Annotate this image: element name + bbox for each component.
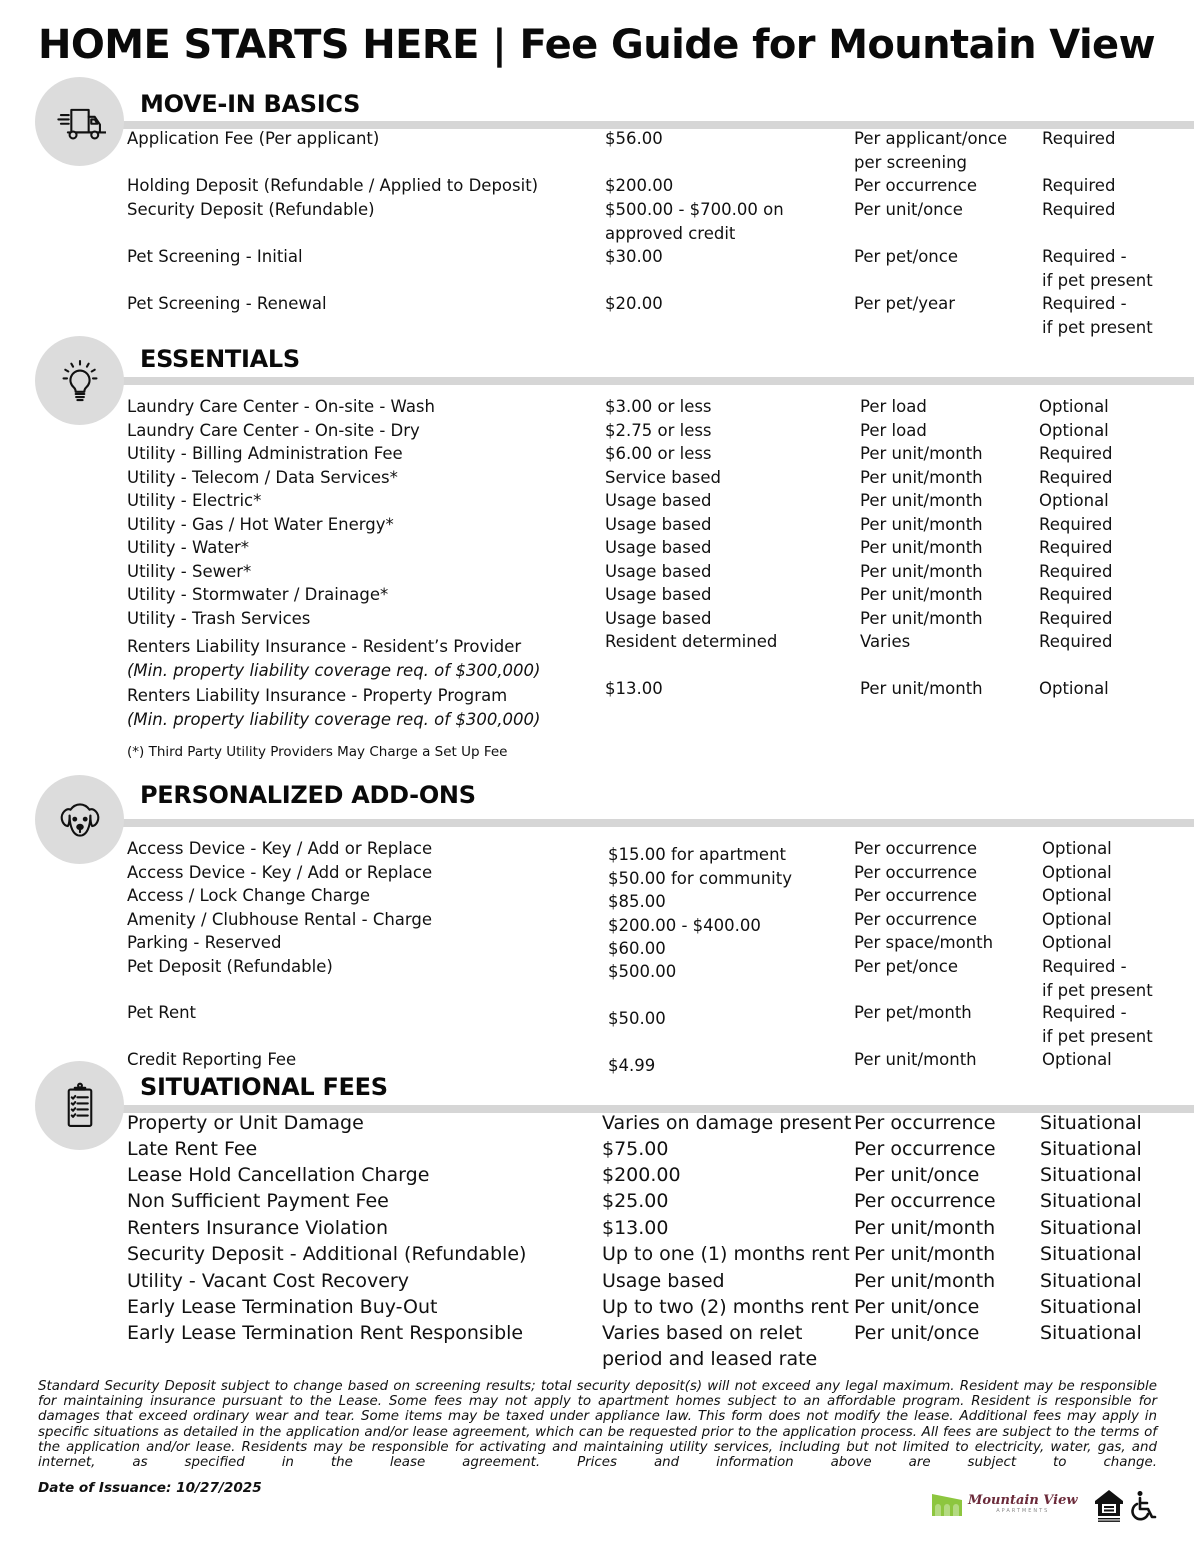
fee-name: Utility - Telecom / Data Services* (127, 468, 398, 487)
fee-amount: Usage based (602, 1270, 725, 1292)
accessibility-wheelchair-icon (1130, 1490, 1158, 1522)
fee-status: Situational (1040, 1322, 1142, 1344)
section-title-move-in: MOVE-IN BASICS (140, 90, 361, 118)
fee-name: Lease Hold Cancellation Charge (127, 1164, 430, 1186)
fee-amount: $200.00 - $400.00 (608, 916, 761, 935)
fee-status: Optional (1039, 679, 1109, 698)
move-in-icon-badge (35, 77, 124, 166)
fee-amount: $50.00 (608, 1009, 666, 1028)
logo-subtitle: APARTMENTS (996, 1507, 1050, 1514)
fee-amount: $2.75 or less (605, 421, 712, 440)
fee-amount: Usage based (605, 585, 712, 604)
fee-name: Holding Deposit (Refundable / Applied to Deposit) (127, 176, 539, 195)
fee-name: Non Sufficient Payment Fee (127, 1190, 389, 1212)
fee-status: Optional (1042, 1050, 1112, 1069)
fee-name: Access Device - Key / Add or Replace (127, 839, 433, 858)
fee-status-cont: if pet present (1042, 980, 1153, 1000)
fee-status: Required - (1042, 247, 1127, 266)
fee-amount: $13.00 (605, 679, 663, 698)
fee-status: Required (1042, 200, 1116, 219)
fee-status: Situational (1040, 1217, 1142, 1239)
fee-frequency: Per unit/month (860, 444, 983, 463)
section-title-addons: PERSONALIZED ADD-ONS (140, 781, 476, 809)
fee-name: Security Deposit - Additional (Refundable) (127, 1243, 527, 1265)
fee-amount: $500.00 - $700.00 on (605, 200, 784, 219)
fee-status: Situational (1040, 1296, 1142, 1318)
fee-name: Utility - Vacant Cost Recovery (127, 1270, 409, 1292)
fee-status: Optional (1042, 910, 1112, 929)
fee-frequency: Per unit/month (860, 515, 983, 534)
fee-name: Renters Liability Insurance - Resident’s Provider (127, 637, 522, 656)
fee-amount: $60.00 (608, 939, 666, 958)
fee-frequency-cont: per screening (854, 152, 968, 172)
fee-frequency: Per occurrence (854, 1138, 996, 1160)
fee-amount: Service based (605, 468, 722, 487)
fee-frequency: Per unit/month (854, 1243, 996, 1265)
fee-name: Pet Rent (127, 1003, 197, 1022)
fee-name: Utility - Electric* (127, 491, 262, 510)
fee-amount: Usage based (605, 515, 712, 534)
fee-name: Pet Screening - Initial (127, 247, 303, 266)
fee-name: Access / Lock Change Charge (127, 886, 371, 905)
fee-status-cont: if pet present (1042, 317, 1153, 337)
fee-status: Situational (1040, 1138, 1142, 1160)
fee-frequency: Per unit/once (854, 1322, 980, 1344)
fee-frequency: Per occurrence (854, 910, 977, 929)
fee-amount: $75.00 (602, 1138, 669, 1160)
fee-status: Optional (1042, 839, 1112, 858)
section-title-essentials: ESSENTIALS (140, 345, 300, 373)
fee-name: Laundry Care Center - On-site - Wash (127, 397, 435, 416)
fee-frequency: Per occurrence (854, 863, 977, 882)
fee-name: Utility - Gas / Hot Water Energy* (127, 515, 394, 534)
fee-status: Required (1039, 538, 1113, 557)
fee-amount: Varies on damage present (602, 1112, 852, 1134)
fee-amount: $500.00 (608, 962, 677, 981)
logo-name: Mountain View (968, 1492, 1078, 1508)
fee-status-cont: if pet present (1042, 270, 1153, 290)
fee-amount: Up to two (2) months rent (602, 1296, 849, 1318)
fee-frequency: Per unit/month (860, 609, 983, 628)
fee-frequency: Per unit/month (854, 1217, 996, 1239)
fee-name: Early Lease Termination Rent Responsible (127, 1322, 524, 1344)
fee-frequency: Per occurrence (854, 886, 977, 905)
fee-name: Pet Screening - Renewal (127, 294, 327, 313)
fee-name: Laundry Care Center - On-site - Dry (127, 421, 420, 440)
fee-status: Required - (1042, 957, 1127, 976)
fee-name: Early Lease Termination Buy-Out (127, 1296, 438, 1318)
fee-frequency: Per pet/once (854, 247, 958, 266)
fee-frequency: Per occurrence (854, 1112, 996, 1134)
fee-status: Required (1042, 129, 1116, 148)
fee-amount: $6.00 or less (605, 444, 712, 463)
dog-icon (54, 794, 106, 846)
fee-amount: $25.00 (602, 1190, 669, 1212)
fee-name: Renters Liability Insurance - Property Program (127, 686, 508, 705)
fee-frequency: Per occurrence (854, 839, 977, 858)
fee-frequency: Per pet/year (854, 294, 956, 313)
fee-name: Pet Deposit (Refundable) (127, 957, 333, 976)
fee-amount: $3.00 or less (605, 397, 712, 416)
fee-amount: $56.00 (605, 129, 663, 148)
fee-status: Required (1042, 176, 1116, 195)
fee-amount: $200.00 (602, 1164, 681, 1186)
situational-icon-badge (35, 1061, 124, 1150)
fee-name: Late Rent Fee (127, 1138, 258, 1160)
fee-frequency: Per applicant/once (854, 129, 1008, 148)
issuance-date: Date of Issuance: 10/27/2025 (38, 1480, 262, 1496)
fee-frequency: Per unit/once (854, 1296, 980, 1318)
fee-name: Renters Insurance Violation (127, 1217, 389, 1239)
section-divider (122, 377, 1194, 385)
fee-amount: $13.00 (602, 1217, 669, 1239)
fee-name: Security Deposit (Refundable) (127, 200, 375, 219)
addons-icon-badge (35, 775, 124, 864)
section-title-situational: SITUATIONAL FEES (140, 1073, 388, 1101)
fee-status-cont: if pet present (1042, 1026, 1153, 1046)
fee-name: Utility - Stormwater / Drainage* (127, 585, 389, 604)
fee-frequency: Per unit/month (860, 585, 983, 604)
fee-frequency: Per unit/once (854, 1164, 980, 1186)
fee-status: Required (1039, 468, 1113, 487)
fee-amount: Usage based (605, 538, 712, 557)
moving-truck-icon (54, 96, 106, 148)
fee-status: Situational (1040, 1270, 1142, 1292)
mountain-view-logo (932, 1490, 1078, 1516)
fee-frequency: Per unit/month (860, 468, 983, 487)
disclaimer-text: Standard Security Deposit subject to change based on screening results; total security deposit(s) will not exceed any legal maximum. Resident may be responsible for maintaining insurance pursuant to the Lease. Some fees may not apply to apartment homes subject to an affordable program. Resident is responsible for damages that exceed ordinary wear and tear. Some items may be taxed under appliance law. This form does not modify the lease. Additional fees may apply in specific situations as detailed in the application and/or lease agreement, which can be requested prior to the application process. All fees are subject to the terms of the application and/or lease. Residents may be responsible for activating and maintaining utility services, including but not limited to electricity, water, gas, and internet, as specified in the lease agreement. Prices and information above are subject to change. (38, 1379, 1157, 1471)
fee-amount: Usage based (605, 609, 712, 628)
section-divider (122, 819, 1194, 827)
fee-note: (Min. property liability coverage req. of $300,000) (127, 710, 541, 729)
fee-amount: $4.99 (608, 1056, 656, 1075)
essentials-icon-badge (35, 336, 124, 425)
fee-amount: Usage based (605, 562, 712, 581)
fee-name: Access Device - Key / Add or Replace (127, 863, 433, 882)
fee-frequency: Per unit/month (854, 1270, 996, 1292)
fee-status: Required (1039, 585, 1113, 604)
utility-footnote: (*) Third Party Utility Providers May Charge a Set Up Fee (127, 744, 508, 760)
fee-amount: $85.00 (608, 892, 666, 911)
fee-status: Optional (1039, 491, 1109, 510)
fee-status: Optional (1039, 397, 1109, 416)
fee-name: Utility - Trash Services (127, 609, 311, 628)
fee-amount: $20.00 (605, 294, 663, 313)
fee-status: Situational (1040, 1243, 1142, 1265)
equal-housing-opportunity-icon (1094, 1489, 1124, 1523)
fee-amount: $200.00 (605, 176, 674, 195)
fee-status: Situational (1040, 1190, 1142, 1212)
fee-frequency: Per occurrence (854, 176, 977, 195)
fee-note: (Min. property liability coverage req. of $300,000) (127, 661, 541, 680)
fee-amount: Up to one (1) months rent (602, 1243, 850, 1265)
fee-status: Required - (1042, 1003, 1127, 1022)
fee-frequency: Per pet/once (854, 957, 958, 976)
fee-name: Credit Reporting Fee (127, 1050, 297, 1069)
fee-name: Utility - Sewer* (127, 562, 252, 581)
fee-status: Required (1039, 632, 1113, 651)
mountain-view-logo-mark-icon (932, 1490, 962, 1516)
fee-frequency: Per pet/month (854, 1003, 972, 1022)
fee-status: Situational (1040, 1112, 1142, 1134)
lightbulb-icon (54, 355, 106, 407)
fee-amount: $30.00 (605, 247, 663, 266)
clipboard-checklist-icon (54, 1080, 106, 1132)
fee-status: Required (1039, 562, 1113, 581)
fee-status: Optional (1039, 421, 1109, 440)
fee-status: Situational (1040, 1164, 1142, 1186)
fee-status: Optional (1042, 863, 1112, 882)
fee-frequency: Per occurrence (854, 1190, 996, 1212)
fee-status: Optional (1042, 886, 1112, 905)
fee-frequency: Per unit/month (854, 1050, 977, 1069)
fee-amount: Usage based (605, 491, 712, 510)
fee-name: Property or Unit Damage (127, 1112, 364, 1134)
fee-frequency: Per space/month (854, 933, 994, 952)
fee-status: Required - (1042, 294, 1127, 313)
fee-name: Parking - Reserved (127, 933, 282, 952)
fee-amount: $50.00 for community (608, 869, 792, 888)
fee-frequency: Per unit/month (860, 562, 983, 581)
fee-amount: Varies based on relet (602, 1322, 803, 1344)
fee-amount: $15.00 for apartment (608, 845, 787, 864)
fee-status: Required (1039, 609, 1113, 628)
fee-frequency: Per unit/month (860, 538, 983, 557)
page-title: HOME STARTS HERE | Fee Guide for Mountain View (38, 22, 1155, 68)
fee-status: Optional (1042, 933, 1112, 952)
fee-amount-cont: approved credit (605, 223, 736, 243)
fee-amount: Resident determined (605, 632, 778, 651)
fee-name: Application Fee (Per applicant) (127, 129, 380, 148)
fee-status: Required (1039, 444, 1113, 463)
fee-status: Required (1039, 515, 1113, 534)
fee-frequency: Per load (860, 397, 927, 416)
fee-name: Utility - Billing Administration Fee (127, 444, 403, 463)
fee-frequency: Per unit/once (854, 200, 963, 219)
fee-frequency: Varies (860, 632, 911, 651)
fee-name: Amenity / Clubhouse Rental - Charge (127, 910, 433, 929)
fee-frequency: Per unit/month (860, 679, 983, 698)
fee-frequency: Per load (860, 421, 927, 440)
fee-name: Utility - Water* (127, 538, 250, 557)
fee-amount-cont: period and leased rate (602, 1348, 818, 1371)
fee-frequency: Per unit/month (860, 491, 983, 510)
